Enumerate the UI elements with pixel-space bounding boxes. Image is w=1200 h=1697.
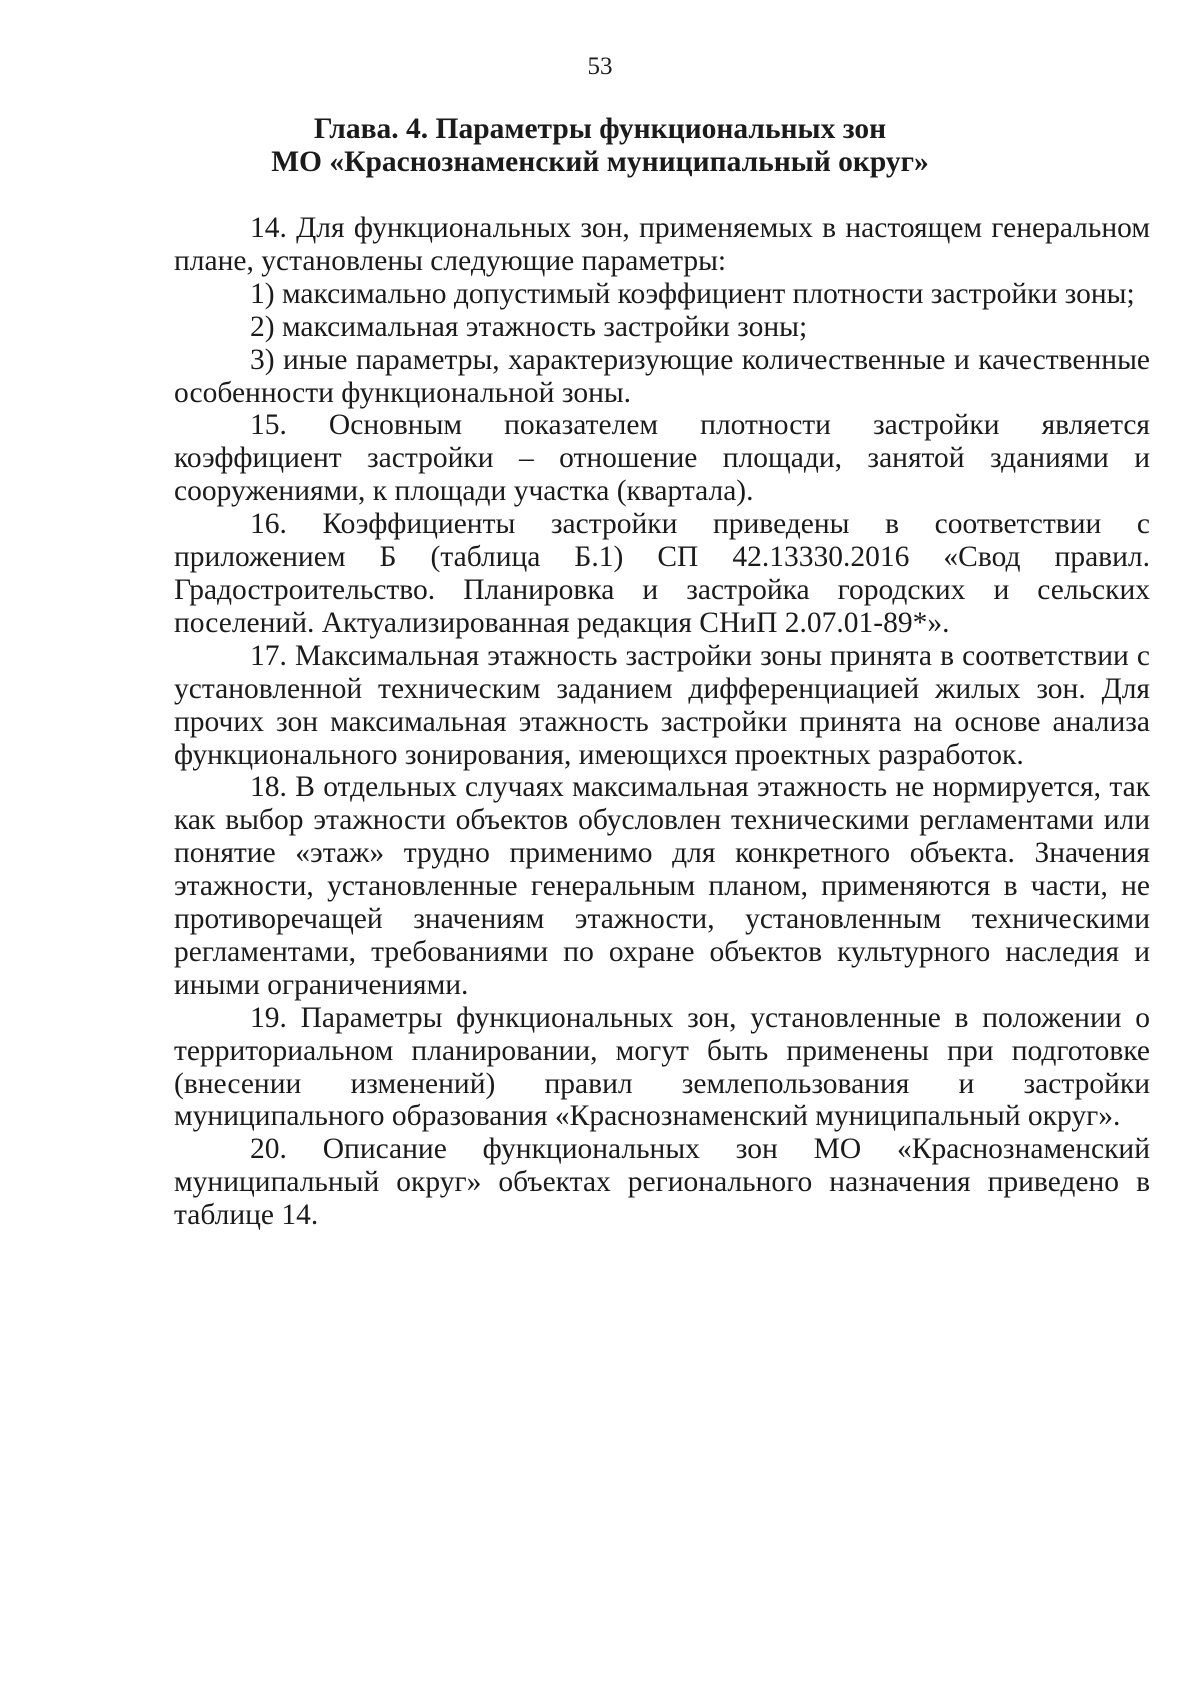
chapter-heading: [0, 113, 1200, 179]
list-item-3: 3) иные параметры, характеризующие количественные и качественные особенности функциональной зоны.: [174, 343, 1150, 409]
paragraph-15: 15. Основным показателем плотности застройки является коэффициент застройки – отношение площади, занятой зданиями и сооружениями, к площади участка (квартала).: [174, 409, 1150, 508]
paragraph-18: 18. В отдельных случаях максимальная этажность не нормируется, так как выбор этажности объектов обусловлен техническими регламентами или понятие «этаж» трудно применимо для конкретного объекта. Значения этажности, установленные генеральным планом, применяются в части, не противоречащей значениям этажности, установленным техническими регламентами, требованиями по охране объектов культурного наследия и иными ограничениями.: [174, 771, 1150, 1001]
paragraph-19: 19. Параметры функциональных зон, установленные в положении о территориальном планировании, могут быть применены при подготовке (внесении изменений) правил землепользования и застройки муниципального образования «Краснознаменский муниципальный округ».: [174, 1001, 1150, 1133]
chapter-heading-line-1: Глава. 4. Параметры функциональных зон: [313, 113, 887, 145]
paragraph-16: 16. Коэффициенты застройки приведены в соответствии с приложением Б (таблица Б.1) СП 42.13330.2016 «Свод правил. Градостроительство. Планировка и застройка городских и сельских поселений. Актуализированная редакция СНиП 2.07.01-89*».: [174, 508, 1150, 639]
paragraph-14: 14. Для функциональных зон, применяемых в настоящем генеральном плане, установлены следующие параметры:: [174, 212, 1150, 277]
page-number: 53: [587, 53, 613, 80]
list-item-1: 1) максимально допустимый коэффициент плотности застройки зоны;: [250, 277, 1135, 310]
chapter-heading-line-2: МО «Краснознаменский муниципальный округ»: [271, 146, 929, 178]
paragraph-20: 20. Описание функциональных зон МО «Краснознаменский муниципальный округ» объектах регионального назначения приведено в таблице 14.: [174, 1133, 1150, 1232]
document-body: [174, 212, 1150, 1232]
paragraph-17: 17. Максимальная этажность застройки зоны принята в соответствии с установленной техническим заданием дифференциацией жилых зон. Для прочих зон максимальная этажность застройки принята на основе анализа функционального зонирования, имеющихся проектных разработок.: [174, 639, 1150, 771]
list-item-2: 2) максимальная этажность застройки зоны;: [250, 310, 808, 343]
